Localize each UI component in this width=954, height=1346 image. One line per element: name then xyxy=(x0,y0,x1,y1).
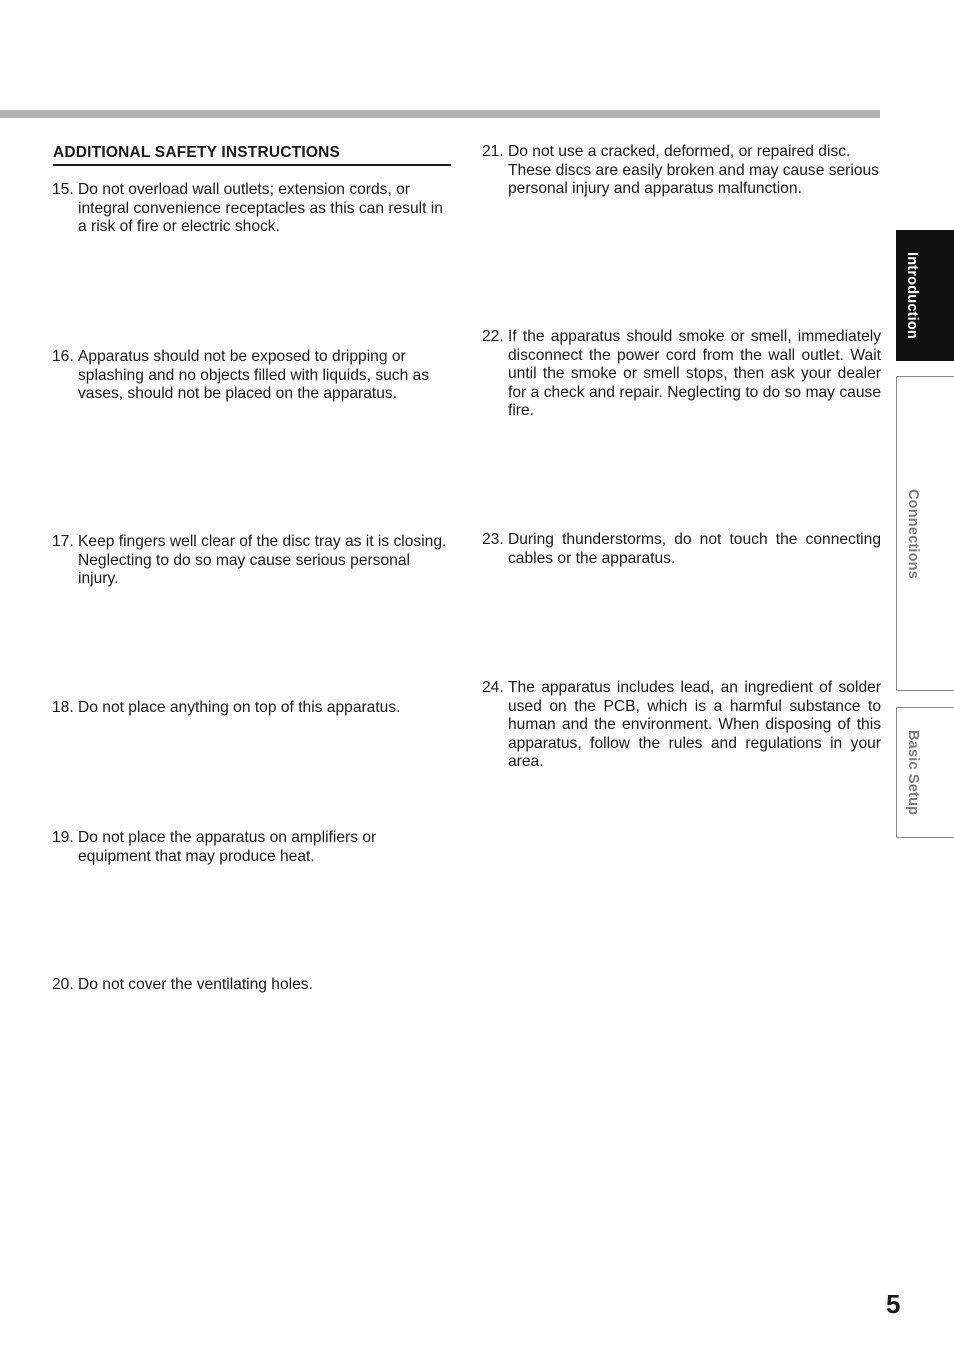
tab-connections[interactable] xyxy=(896,376,954,691)
safety-item-15 xyxy=(52,181,452,237)
safety-item-17 xyxy=(52,533,452,589)
item-number: 20. xyxy=(52,976,74,993)
item-number: 23. xyxy=(482,531,504,548)
item-text: Do not use a cracked, deformed, or repaired disc. These discs are easily broken and may cause serious personal injury and apparatus malfunction. xyxy=(508,143,879,197)
item-number: 18. xyxy=(52,699,74,716)
safety-item-20 xyxy=(52,976,452,995)
item-text: Apparatus should not be exposed to dripping or splashing and no objects filled with liquids, such as vases, should not be placed on the apparatus. xyxy=(78,348,430,402)
tab-label: Connections xyxy=(905,489,921,580)
safety-item-18 xyxy=(52,699,452,718)
item-number: 15. xyxy=(52,181,74,198)
item-text: Do not cover the ventilating holes. xyxy=(78,976,313,993)
item-number: 16. xyxy=(52,348,74,365)
safety-item-21 xyxy=(482,143,881,199)
safety-item-24 xyxy=(482,679,881,772)
item-number: 17. xyxy=(52,533,74,550)
item-text: If the apparatus should smoke or smell, immediately disconnect the power cord from the wall outlet. Wait until the smoke or smell stops, then ask your dealer for a check and repair. Neglecting to do so may cause fire. xyxy=(508,328,881,419)
page-number: 5 xyxy=(886,1289,901,1319)
tab-label: Introduction xyxy=(904,252,920,339)
section-heading: ADDITIONAL SAFETY INSTRUCTIONS xyxy=(53,144,451,166)
tab-label: Basic Setup xyxy=(905,730,921,816)
safety-item-22 xyxy=(482,328,881,421)
item-number: 24. xyxy=(482,679,504,696)
item-text: The apparatus includes lead, an ingredient of solder used on the PCB, which is a harmful substance to human and the environment. When disposing of this apparatus, follow the rules and regulations in your area. xyxy=(508,679,881,770)
item-number: 22. xyxy=(482,328,504,345)
item-text: Do not overload wall outlets; extension cords, or integral convenience receptacles as this can result in a risk of fire or electric shock. xyxy=(78,181,443,235)
safety-item-19 xyxy=(52,829,452,866)
safety-item-16 xyxy=(52,348,452,404)
item-number: 19. xyxy=(52,829,74,846)
safety-item-23 xyxy=(482,531,881,568)
item-number: 21. xyxy=(482,143,504,160)
header-rule xyxy=(0,110,880,118)
tab-introduction[interactable] xyxy=(896,230,954,361)
item-text: Do not place anything on top of this apparatus. xyxy=(78,699,401,716)
item-text: Keep fingers well clear of the disc tray as it is closing. Neglecting to do so may cause serious personal injury. xyxy=(78,533,447,587)
tab-basic-setup[interactable] xyxy=(896,707,954,838)
item-text: Do not place the apparatus on amplifiers or equipment that may produce heat. xyxy=(78,829,377,865)
item-text: During thunderstorms, do not touch the connecting cables or the apparatus. xyxy=(508,531,881,567)
